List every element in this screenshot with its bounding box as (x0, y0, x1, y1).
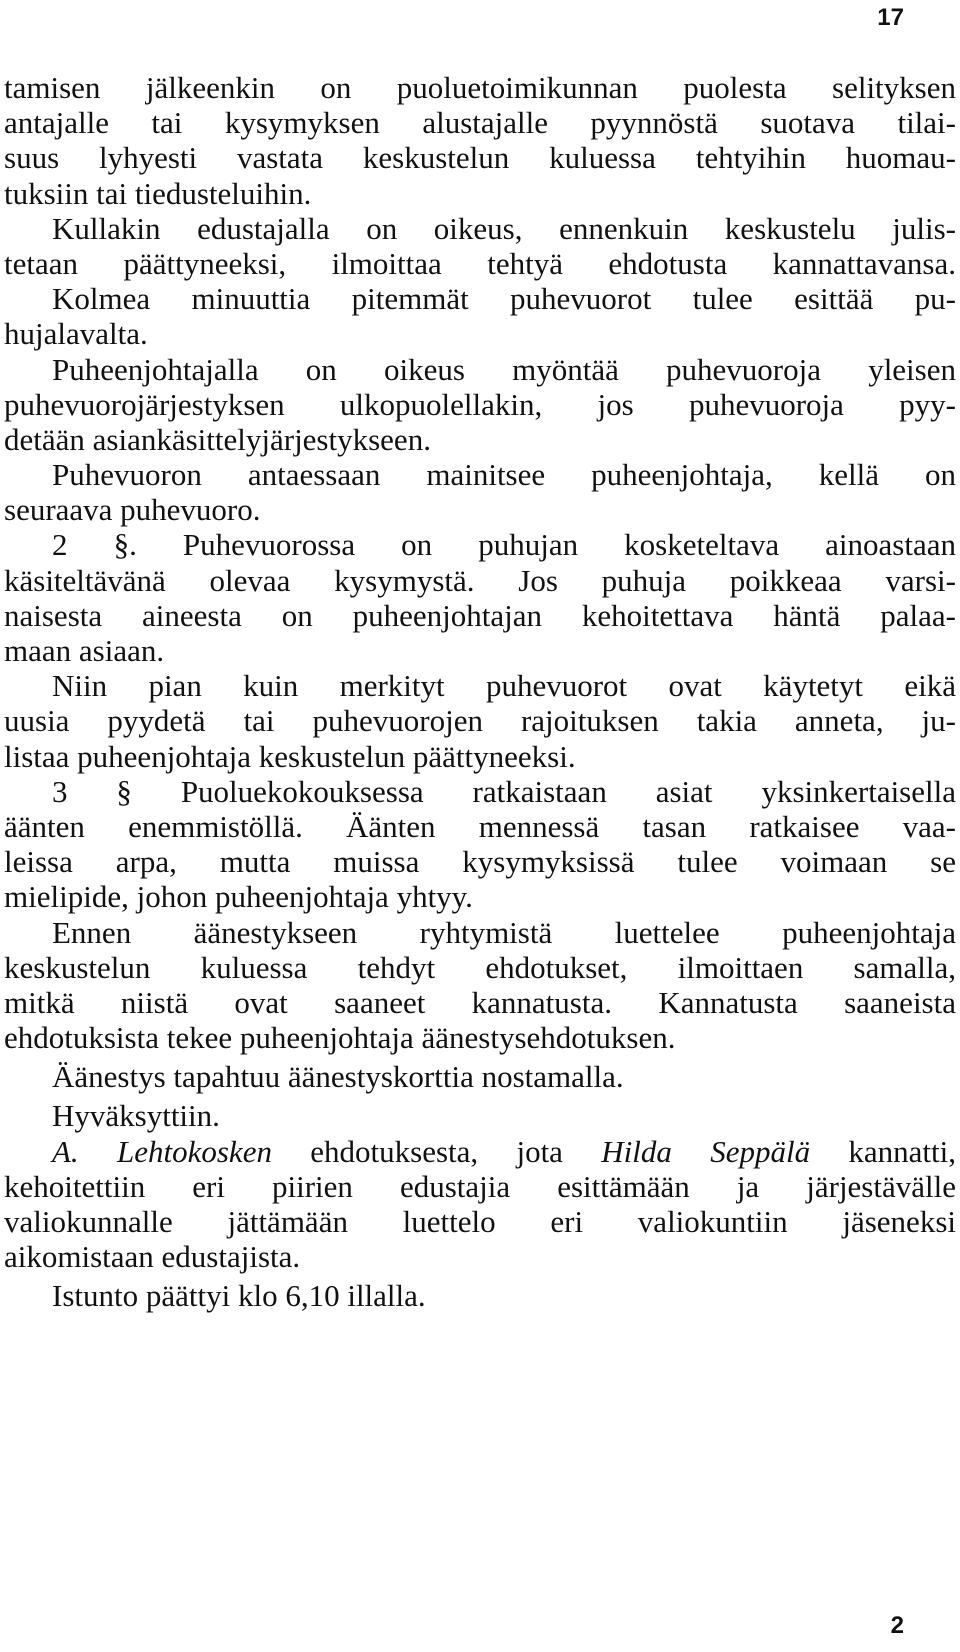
text-line: puhevuorojärjestyksen ulkopuolellakin, jos puhevuoroja pyy- (4, 386, 956, 422)
text-line: Puheenjohtajalla on oikeus myöntää puhevuoroja yleisen (52, 351, 956, 387)
text-line: 3 § Puoluekokouksessa ratkaistaan asiat yksinkertaisella (52, 773, 956, 809)
text-line: Hyväksyttiin. (52, 1098, 220, 1134)
text-line: käsiteltävänä olevaa kysymystä. Jos puhuja poikkeaa varsi- (4, 562, 956, 598)
text-line: valiokunnalle jättämään luettelo eri valiokuntiin jäseneksi (4, 1204, 956, 1239)
text-line: tamisen jälkeenkin on puoluetoimikunnan puolesta selityksen (4, 70, 956, 105)
text-line: Kolmea minuuttia pitemmät puhevuorot tulee esittää pu- (52, 281, 956, 317)
text-line: äänten enemmistöllä. Äänten mennessä tasan ratkaisee vaa- (4, 808, 956, 844)
proposal-text: ehdotuksesta, jota (271, 1133, 602, 1169)
text-line: seuraava puhevuoro. (4, 492, 261, 528)
text-line: tuksiin tai tiedusteluihin. (4, 175, 312, 211)
text-line: uusia pyydetä tai puhevuorojen rajoituksen takia anneta, ju- (4, 703, 956, 739)
text-line: Istunto päättyi klo 6,10 illalla. (52, 1278, 426, 1314)
text-line: listaa puheenjohtaja keskustelun päättyneeksi. (4, 738, 576, 774)
text-line: ehdotuksista tekee puheenjohtaja äänestysehdotuksen. (4, 1020, 676, 1056)
proposal-text: kannatti, (810, 1133, 956, 1169)
text-line: aikomistaan edustajista. (4, 1239, 301, 1275)
text-line: Niin pian kuin merkityt puhevuorot ovat käytetyt eikä (52, 668, 956, 704)
text-line: maan asiaan. (4, 633, 165, 668)
document-body (4, 70, 956, 1314)
text-line: 2 §. Puhevuorossa on puhujan kosketeltava ainoastaan (52, 527, 956, 563)
text-line: Puhevuoron antaessaan mainitsee puheenjohtaja, kellä on (52, 457, 956, 493)
text-line: Äänestys tapahtuu äänestyskorttia nostamalla. (52, 1059, 624, 1095)
text-line: suus lyhyesti vastata keskustelun kuluessa tehtyihin huomau- (4, 140, 956, 176)
text-line: Kullakin edustajalla on oikeus, ennenkuin keskustelu julis- (52, 210, 956, 246)
text-line: leissa arpa, mutta muissa kysymyksissä tulee voimaan se (4, 844, 956, 880)
text-line: kehoitettiin eri piirien edustajia esittämään ja järjestävälle (4, 1168, 956, 1204)
text-line: detään asiankäsittelyjärjestykseen. (4, 421, 431, 457)
text-line: mitkä niistä ovat saaneet kannatusta. Kannatusta saaneista (4, 984, 956, 1020)
text-line: hujalavalta. (4, 316, 148, 352)
text-line: keskustelun kuluessa tehdyt ehdotukset, ilmoittaen samalla, (4, 949, 956, 985)
text-line: Ennen äänestykseen ryhtymistä luettelee puheenjohtaja (52, 914, 956, 950)
page-number: 17 (877, 4, 904, 31)
proposal-line (4, 1134, 956, 1169)
text-line: tetaan päättyneeksi, ilmoittaa tehtyä ehdotusta kannattavansa. (4, 245, 956, 281)
text-line: naisesta aineesta on puheenjohtajan kehoitettava häntä palaa- (4, 597, 956, 633)
footer-page-number: 2 (890, 1612, 904, 1639)
text-line: antajalle tai kysymyksen alustajalle pyynnöstä suotava tilai- (4, 105, 956, 141)
supporter-name: Hilda Seppälä (601, 1133, 811, 1169)
proposer-name: A. Lehtokosken (52, 1133, 272, 1169)
text-line: mielipide, johon puheenjohtaja yhtyy. (4, 879, 473, 915)
